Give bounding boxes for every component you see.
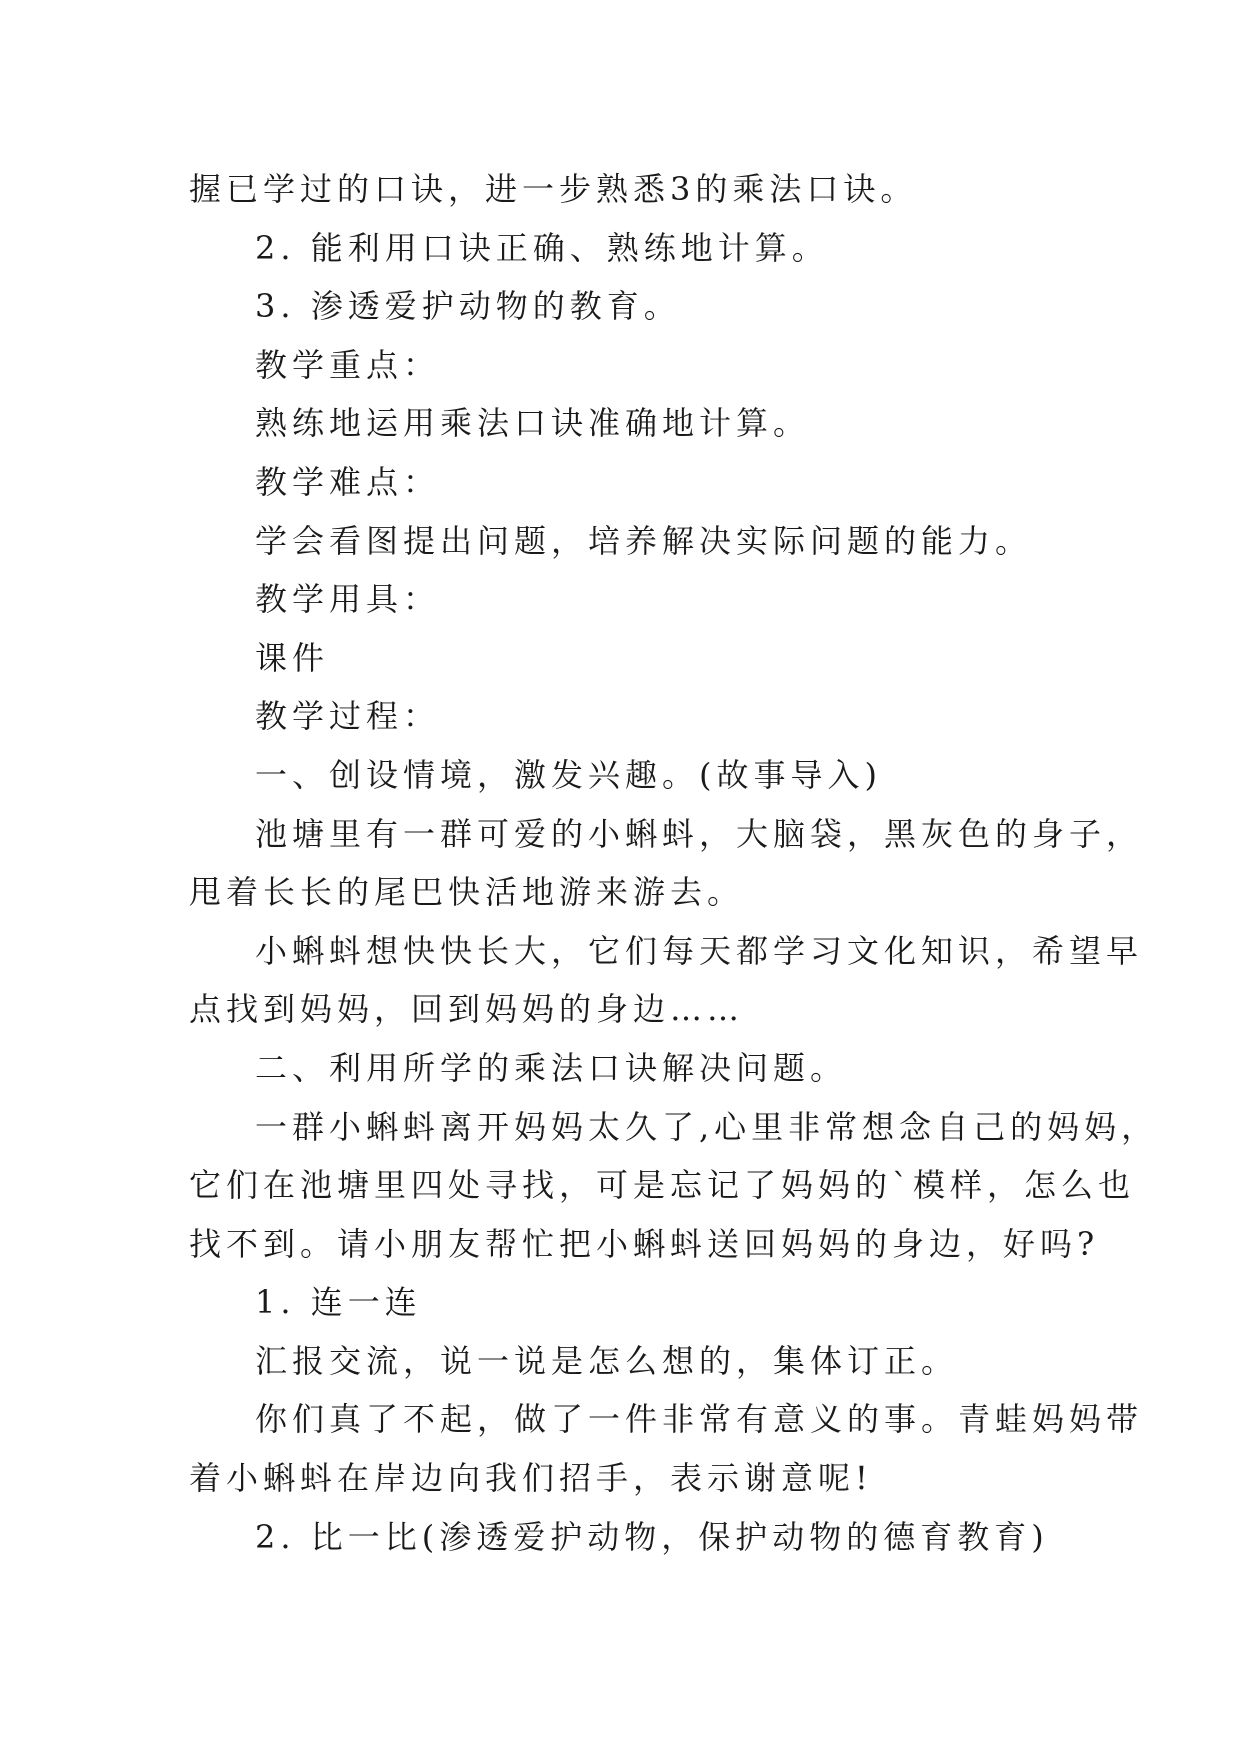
text-line: 握已学过的口诀，进一步熟悉3的乘法口诀。 xyxy=(189,170,918,208)
text-line: 课件 xyxy=(255,638,330,677)
text-line: 着小蝌蚪在岸边向我们招手，表示谢意呢! xyxy=(189,1459,873,1498)
text-line: 找不到。请小朋友帮忙把小蝌蚪送回妈妈的身边，好吗? xyxy=(189,1224,1100,1263)
text-line: 一、创设情境，激发兴趣。(故事导入) xyxy=(255,755,882,794)
text-line: 1. 连一连 xyxy=(255,1283,422,1322)
text-line: 二、利用所学的乘法口诀解决问题。 xyxy=(255,1048,848,1087)
section-heading: 教学用具： xyxy=(255,580,441,619)
text-line: 你们真了不起，做了一件非常有意义的事。青蛙妈妈带 xyxy=(255,1400,1144,1439)
text-line: 学会看图提出问题，培养解决实际问题的能力。 xyxy=(255,521,1033,560)
section-heading: 教学重点： xyxy=(255,345,441,384)
section-heading: 教学过程： xyxy=(255,697,441,736)
text-line: 池塘里有一群可爱的小蝌蚪，大脑袋，黑灰色的身子， xyxy=(255,814,1144,853)
text-line: 熟练地运用乘法口诀准确地计算。 xyxy=(255,404,811,443)
text-line: 一群小蝌蚪离开妈妈太久了,心里非常想念自己的妈妈， xyxy=(255,1107,1159,1146)
document-body xyxy=(189,160,1159,1566)
text-line: 甩着长长的尾巴快活地游来游去。 xyxy=(189,873,745,912)
text-line: 汇报交流，说一说是怎么想的，集体订正。 xyxy=(255,1341,959,1380)
text-line: 小蝌蚪想快快长大，它们每天都学习文化知识，希望早 xyxy=(255,931,1144,970)
text-line: 点找到妈妈，回到妈妈的身边…… xyxy=(189,990,745,1029)
text-line: 它们在池塘里四处寻找，可是忘记了妈妈的`模样，怎么也 xyxy=(189,1166,1136,1205)
text-line: 2. 比一比(渗透爱护动物，保护动物的德育教育) xyxy=(255,1517,1049,1556)
section-heading: 教学难点： xyxy=(255,462,441,501)
text-line: 2. 能利用口诀正确、熟练地计算。 xyxy=(255,228,829,267)
text-line: 3. 渗透爱护动物的教育。 xyxy=(255,287,681,326)
